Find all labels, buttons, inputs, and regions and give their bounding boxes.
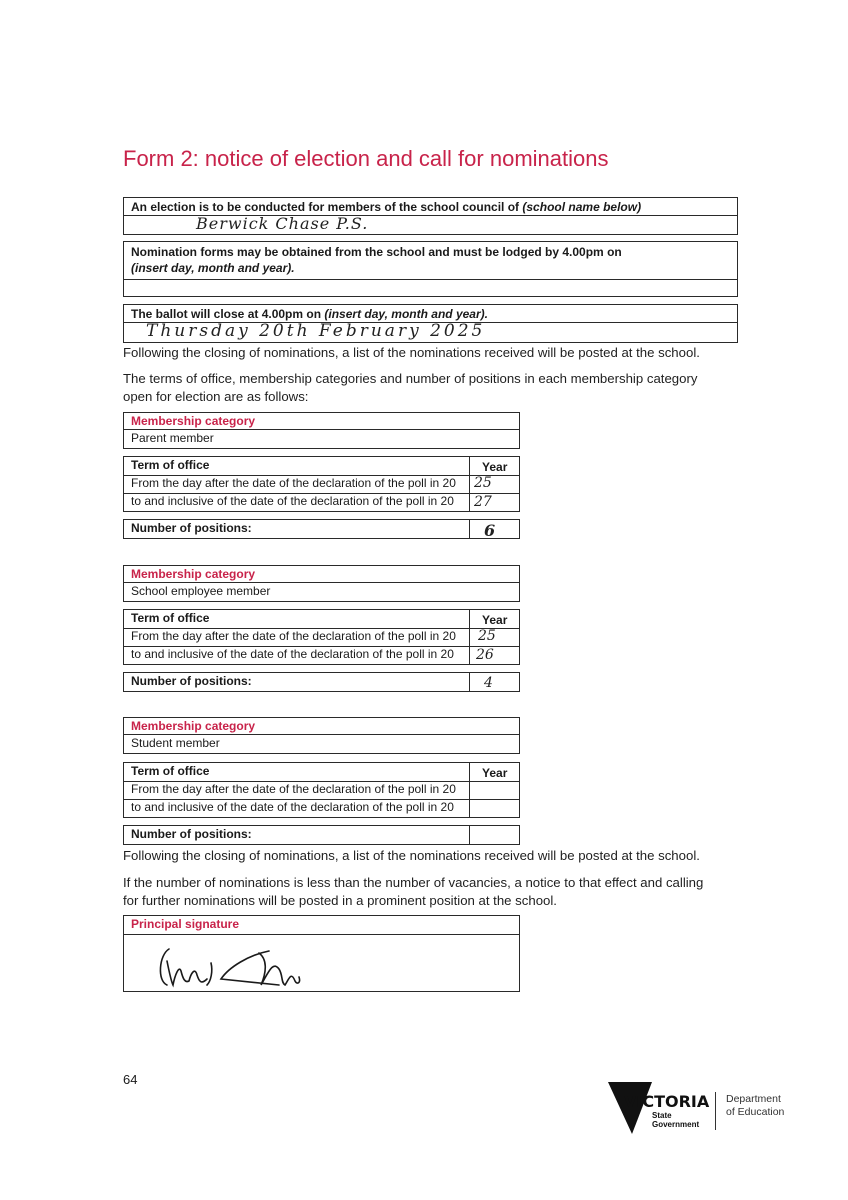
logo-sub-state: State — [652, 1111, 672, 1120]
school-name-field[interactable]: Berwick Chase P.S. — [196, 214, 369, 233]
term-of-office-table — [123, 609, 520, 665]
following-paragraph-2: Following the closing of nominations, a list of the nominations received will be posted at the school. — [123, 848, 700, 863]
from-label: From the day after the date of the declaration of the poll in 20 — [131, 782, 456, 796]
nomination-label-line2: (insert day, month and year). — [131, 261, 295, 275]
principal-signature-label: Principal signature — [131, 917, 240, 931]
membership-category-label: Membership category — [131, 719, 256, 733]
to-label: to and inclusive of the date of the declaration of the poll in 20 — [131, 800, 454, 814]
logo-divider — [715, 1092, 716, 1130]
positions-box — [123, 519, 520, 539]
to-label: to and inclusive of the date of the declaration of the poll in 20 — [131, 647, 454, 661]
ballot-box — [123, 304, 738, 343]
year-header: Year — [482, 613, 508, 627]
membership-category-value: Student member — [131, 736, 220, 750]
positions-label: Number of positions: — [131, 674, 252, 688]
positions-value[interactable]: 4 — [484, 675, 493, 691]
form-title: Form 2: notice of election and call for nominations — [123, 146, 609, 171]
if-paragraph-line2: for further nominations will be posted in a prominent position at the school. — [123, 893, 557, 908]
positions-box — [123, 672, 520, 692]
year-header: Year — [482, 766, 508, 780]
term-of-office-table — [123, 762, 520, 818]
from-year-value[interactable]: 25 — [474, 475, 492, 491]
membership-category-box — [123, 565, 520, 602]
following-paragraph-1: Following the closing of nominations, a list of the nominations received will be posted at the school. — [123, 345, 700, 360]
nomination-box — [123, 241, 738, 297]
from-year-value[interactable]: 25 — [478, 628, 496, 644]
positions-box — [123, 825, 520, 845]
from-label: From the day after the date of the declaration of the poll in 20 — [131, 629, 456, 643]
ballot-date-field[interactable]: Thursday 20th February 2025 — [146, 321, 486, 341]
term-of-office-label: Term of office — [131, 764, 210, 778]
dept-line-2: of Education — [726, 1106, 785, 1118]
logo-sub-government: Government — [652, 1120, 700, 1129]
election-box — [123, 197, 738, 235]
from-label: From the day after the date of the declaration of the poll in 20 — [131, 476, 456, 490]
membership-category-box — [123, 412, 520, 449]
dept-line-1: Department — [726, 1093, 781, 1105]
victoria-logo — [608, 1078, 808, 1138]
terms-paragraph-line1: The terms of office, membership categories and number of positions in each membership category — [123, 371, 698, 386]
victoria-logo-word: VICTORIA — [624, 1092, 710, 1111]
to-year-value[interactable]: 26 — [476, 647, 494, 663]
to-label: to and inclusive of the date of the declaration of the poll in 20 — [131, 494, 454, 508]
principal-signature-box — [123, 915, 520, 992]
principal-signature — [149, 941, 339, 991]
membership-category-label: Membership category — [131, 414, 256, 428]
election-label: An election is to be conducted for members of the school council of (school name below) — [131, 200, 642, 214]
term-of-office-label: Term of office — [131, 458, 210, 472]
terms-paragraph-line2: open for election are as follows: — [123, 389, 309, 404]
membership-category-label: Membership category — [131, 567, 256, 581]
positions-label: Number of positions: — [131, 827, 252, 841]
term-of-office-table — [123, 456, 520, 512]
nomination-label-line1: Nomination forms may be obtained from the school and must be lodged by 4.00pm on — [131, 245, 622, 259]
membership-category-value: School employee member — [131, 584, 271, 598]
ballot-label: The ballot will close at 4.00pm on (insert day, month and year). — [131, 307, 488, 321]
page-number: 64 — [123, 1072, 138, 1087]
if-paragraph-line1: If the number of nominations is less than the number of vacancies, a notice to that effect and calling — [123, 875, 704, 890]
year-header: Year — [482, 460, 508, 474]
positions-label: Number of positions: — [131, 521, 252, 535]
to-year-value[interactable]: 27 — [474, 494, 492, 510]
membership-category-box — [123, 717, 520, 754]
term-of-office-label: Term of office — [131, 611, 210, 625]
membership-category-value: Parent member — [131, 431, 214, 445]
positions-value[interactable]: 6 — [484, 521, 496, 540]
